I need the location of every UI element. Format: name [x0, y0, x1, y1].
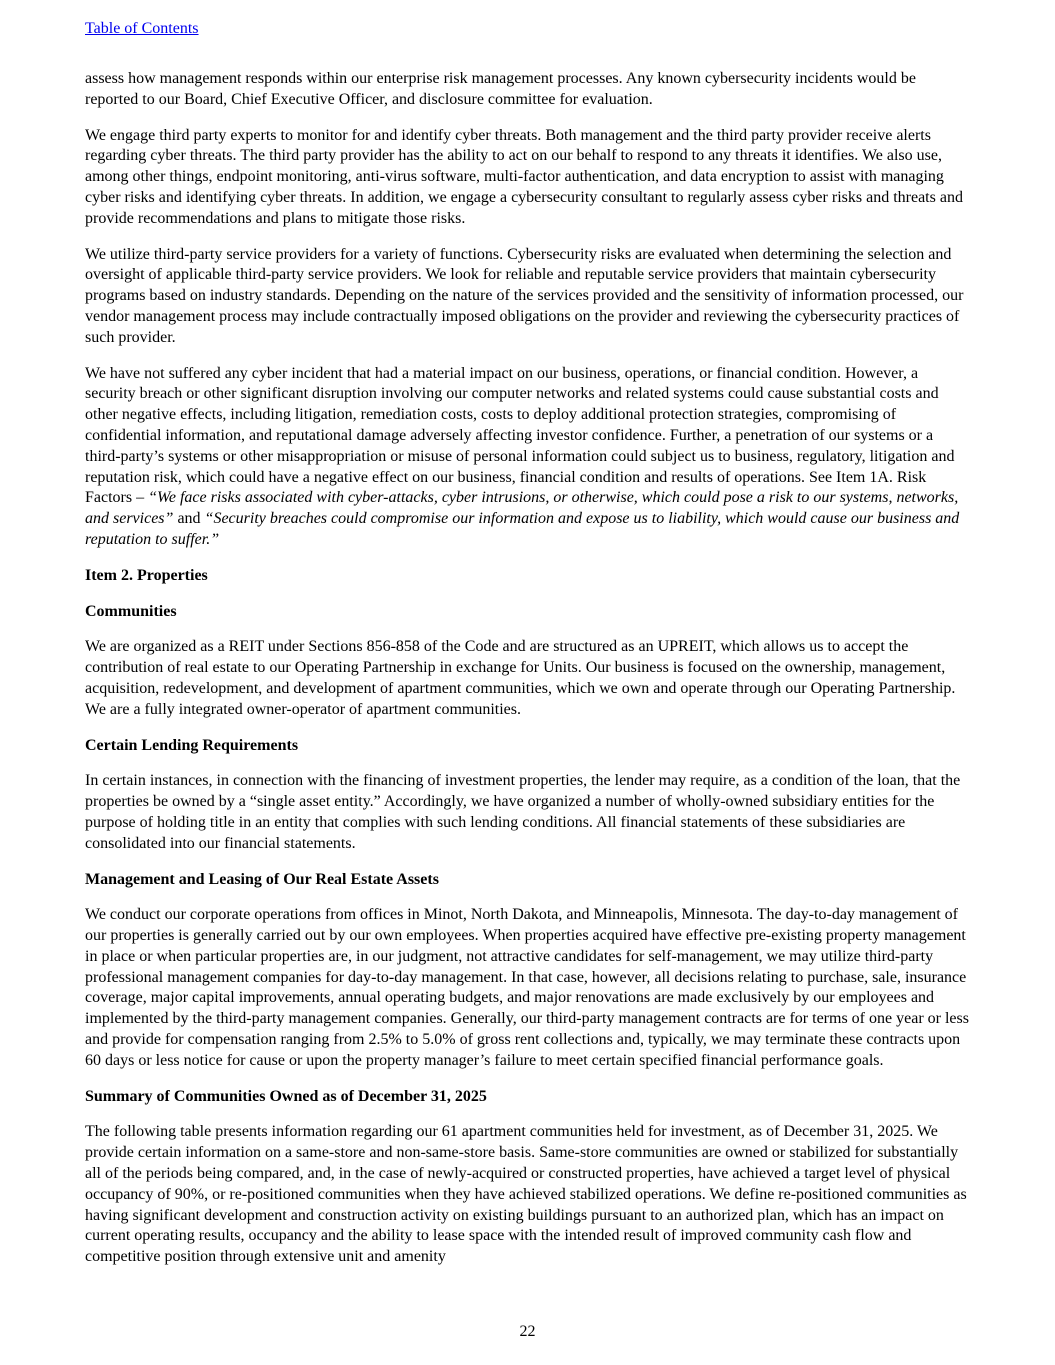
- heading-item-2-properties: Item 2. Properties: [85, 566, 208, 584]
- conjunction-text: and: [173, 510, 205, 528]
- paragraph-cyber-incidents: [85, 364, 970, 551]
- heading-lending-requirements: Certain Lending Requirements: [85, 736, 299, 754]
- risk-factor-security-breaches: “Security breaches could compromise our information and expose us to liability, which would cause our business and reputation to suffer.”: [85, 510, 960, 548]
- heading-summary-communities: Summary of Communities Owned as of December 31, 2025: [85, 1087, 487, 1105]
- heading-management-leasing: Management and Leasing of Our Real Estate Assets: [85, 870, 439, 888]
- risk-factor-cyber-attacks: “We face risks associated with cyber-attacks, cyber intrusions, or otherwise, which could pose a risk to our systems, networks, and services”: [85, 489, 959, 528]
- document-body: [85, 69, 970, 1283]
- page-number: 22: [519, 1323, 536, 1340]
- paragraph-third-party-experts: We engage third party experts to monitor for and identify cyber threats. Both management and the third party provider receive alerts regarding cyber threats. The third party provider has the ability to act on our behalf to respond to any threats it identifies. We also use, among other things, endpoint monitoring, anti-virus software, multi-factor authentication, and data encryption to assist with managing cyber risks and identifying cyber threats. In addition, we engage a cybersecurity consultant to regularly assess cyber risks and threats and provide recommendations and plans to mitigate those risks.: [85, 126, 963, 227]
- paragraph-communities-table-intro: The following table presents information regarding our 61 apartment communities held for investment, as of December 31, 2025. We provide certain information on a same-store and non-same-store basis. Same-store communities are owned or stabilized for substantially all of the periods being compared, and, in the case of newly-acquired or constructed properties, have achieved a target level of physical occupancy of 90%, or re-positioned communities when they have achieved stabilized operations. We define re-positioned communities as having significant development and construction activity on existing buildings pursuant to an authorized plan, which has an impact on current operating results, occupancy and the ability to lease space with the intended result of improved community cash flow and competitive position through extensive unit and amenity: [85, 1123, 967, 1266]
- paragraph-corporate-operations: We conduct our corporate operations from offices in Minot, North Dakota, and Minneapolis, Minnesota. The day-to-day management of our properties is generally carried out by our own employees. When properties acquired have effective pre-existing property management in place or when particular properties are, in our judgment, not attractive candidates for self-management, we may utilize third-party professional management companies for day-to-day management. In that case, however, all decisions relating to purchase, sale, insurance coverage, major capital improvements, annual operating budgets, and major renovations are made exclusively by our employees and implemented by the third-party management companies. Generally, our third-party management contracts are for terms of one year or less and provide for compensation ranging from 2.5% to 5.0% of gross rent collections and, typically, we may terminate these contracts upon 60 days or less notice for cause or upon the property manager’s failure to meet certain specified financial performance goals.: [85, 906, 969, 1069]
- paragraph-service-providers: We utilize third-party service providers for a variety of functions. Cybersecurity risks are evaluated when determining the selection and oversight of applicable third-party service providers. We look for reliable and reputable service providers that maintain cybersecurity programs based on industry standards. Depending on the nature of the services provided and the sensitivity of information processed, our vendor management process may include contractually imposed obligations on the provider and reviewing the cybersecurity practices of such provider.: [85, 245, 964, 346]
- paragraph-single-asset-entity: In certain instances, in connection with the financing of investment properties, the lender may require, as a condition of the loan, that the properties be owned by a “single asset entity.” Accordingly, we have organized a number of wholly-owned subsidiary entities for the purpose of holding title in an entity that complies with such lending conditions. All financial statements of these subsidiaries are consolidated into our financial statements.: [85, 772, 961, 852]
- cyber-incidents-text: We have not suffered any cyber incident that had a material impact on our business, operations, or financial condition. However, a security breach or other significant disruption involving our computer networks and related systems could cause substantial costs and other negative effects, including litigation, remediation costs, costs to deploy additional protection strategies, compromising of confidential information, and reputational damage adversely affecting investor confidence. Further, a penetration of our systems or a third-party’s systems or other misappropriation or misuse of personal information could subject us to business, regulatory, litigation and reputation risk, which could have a negative effect on our business, financial condition and results of operations. See Item 1A. Risk Factors –: [85, 364, 955, 507]
- table-of-contents-link[interactable]: Table of Contents: [85, 20, 199, 37]
- heading-communities: Communities: [85, 602, 177, 620]
- paragraph-reit-organization: We are organized as a REIT under Sections 856-858 of the Code and are structured as an UPREIT, which allows us to accept the contribution of real estate to our Operating Partnership in exchange for Units. Our business is focused on the ownership, management, acquisition, redevelopment, and development of apartment communities, which we own and operate through our Operating Partnership. We are a fully integrated owner-operator of apartment communities.: [85, 638, 956, 718]
- paragraph-cyber-reporting: assess how management responds within our enterprise risk management processes. Any known cybersecurity incidents would be reported to our Board, Chief Executive Officer, and disclosure committee for evaluation.: [85, 70, 916, 108]
